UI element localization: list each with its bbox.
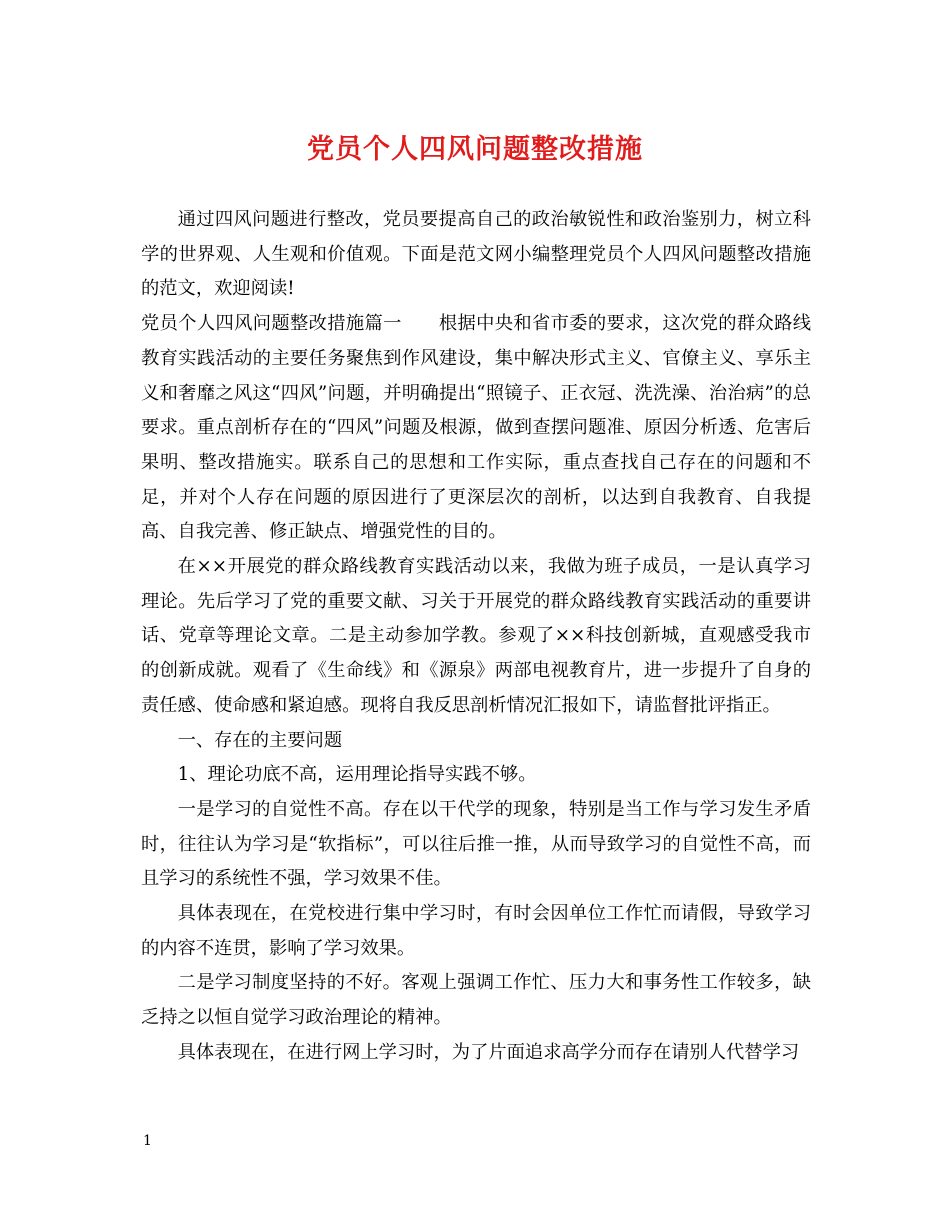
paragraph-specific-online: 具体表现在，在进行网上学习时，为了片面追求高学分而存在请别人代替学习 [177, 1041, 800, 1063]
paragraph-learning-consciousness: 一是学习的自觉性不高。存在以干代学的现象，特别是当工作与学习发生矛盾时，往往认为学习是“软指标”，可以往后推一推，从而导致学习的自觉性不高，而且学习的系统性不强，学习效果不佳。 [141, 798, 811, 890]
page-number: 1 [143, 1133, 152, 1149]
paragraph-intro: 通过四风问题进行整改，党员要提高自己的政治敏锐性和政治鉴别力，树立科学的世界观、人生观和价值观。下面是范文网小编整理党员个人四风问题整改措施的范文，欢迎阅读! [141, 209, 811, 300]
document-body [141, 203, 811, 1071]
subheading-theory: 1、理论功底不高，运用理论指导实践不够。 [177, 764, 537, 786]
heading-main-problems: 一、存在的主要问题 [177, 729, 343, 751]
paragraph-activity: 在××开展党的群众路线教育实践活动以来，我做为班子成员，一是认真学习理论。先后学习了党的重要文献、习关于开展党的群众路线教育实践活动的重要讲话、党章等理论文章。二是主动参加学教。参观了××科技创新城，直观感受我市的创新成就。观看了《生命线》和《源泉》两部电视教育片，进一步提升了自身的责任感、使命感和紧迫感。现将自我反思剖析情况汇报如下，请监督批评指正。 [141, 556, 811, 716]
paragraph-specific-party-school: 具体表现在，在党校进行集中学习时，有时会因单位工作忙而请假，导致学习的内容不连贯，影响了学习效果。 [141, 903, 811, 959]
paragraph-section-one: 党员个人四风问题整改措施篇一 根据中央和省市委的要求，这次党的群众路线教育实践活动的主要任务聚焦到作风建设，集中解决形式主义、官僚主义、享乐主义和奢靡之风这“四风”问题，并明确提出“照镜子、正衣冠、洗洗澡、治治病”的总要求。重点剖析存在的“四风”问题及根源，做到查摆问题准、原因分析透、危害后果明、整改措施实。联系自己的思想和工作实际，重点查找自己存在的问题和不足，并对个人存在问题的原因进行了更深层次的剖析，以达到自我教育、自我提高、自我完善、修正缺点、增强党性的目的。 [141, 313, 811, 543]
document-title: 党员个人四风问题整改措施 [307, 134, 643, 165]
paragraph-learning-system: 二是学习制度坚持的不好。客观上强调工作忙、压力大和事务性工作较多，缺乏持之以恒自觉学习政治理论的精神。 [141, 972, 811, 1029]
